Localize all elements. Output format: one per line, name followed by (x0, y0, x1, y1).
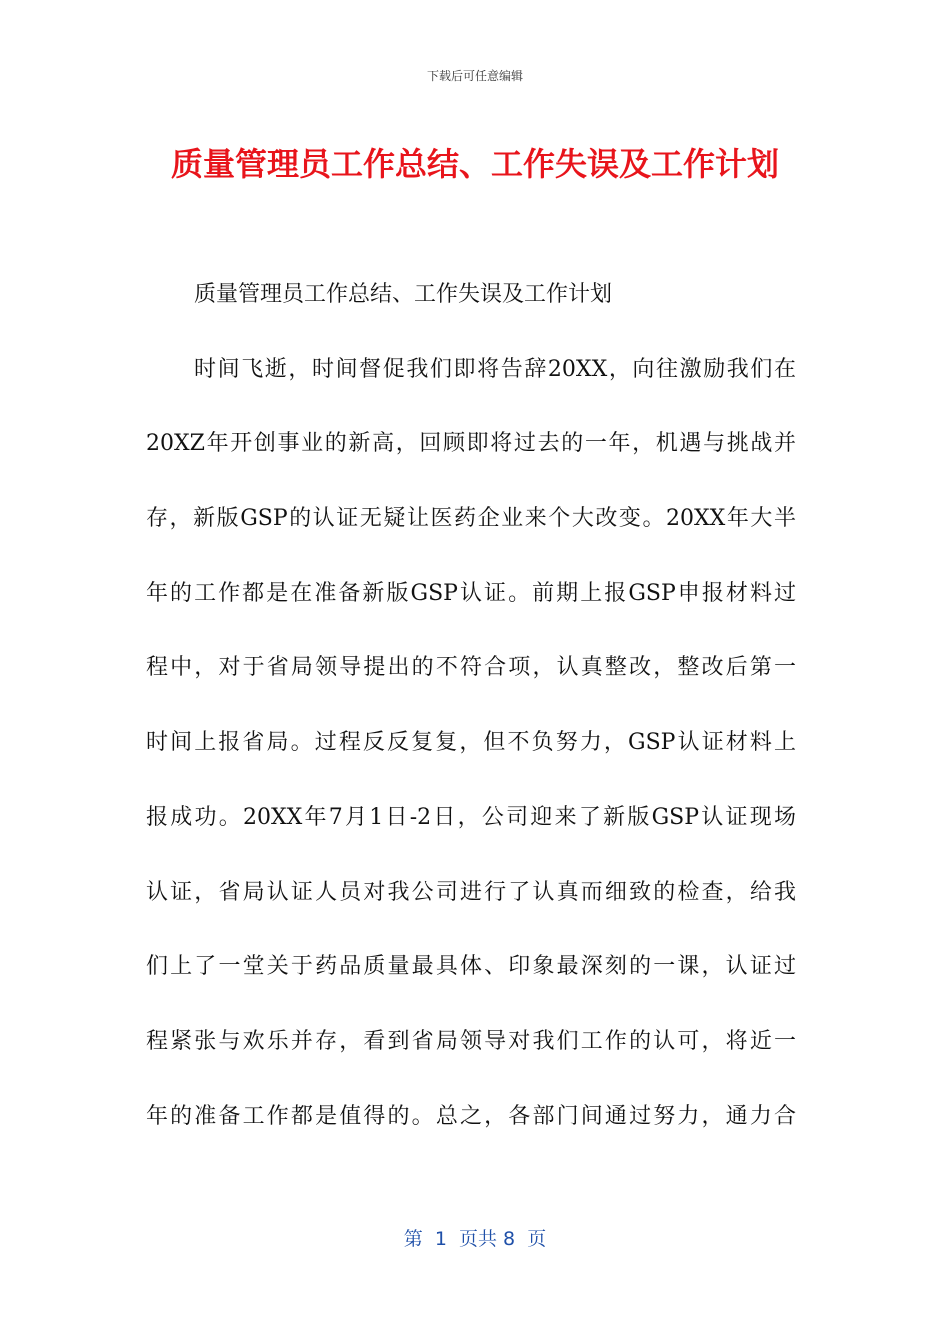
body-line: 存，新版GSP的认证无疑让医药企业来个大改变。20XX年大半 (146, 506, 796, 532)
body-line: 年的准备工作都是值得的。总之，各部门间通过努力，通力合 (146, 1103, 796, 1129)
document-body (146, 258, 796, 1154)
body-line: 年的工作都是在准备新版GSP认证。前期上报GSP申报材料过 (146, 580, 796, 606)
body-line: 时间飞逝，时间督促我们即将告辞20XX，向往激励我们在 (194, 356, 796, 382)
body-line: 报成功。20XX年7月1日-2日，公司迎来了新版GSP认证现场 (146, 804, 796, 830)
body-line: 时间上报省局。过程反反复复，但不负努力，GSP认证材料上 (146, 730, 796, 756)
document-title: 质量管理员工作总结、工作失误及工作计划 (170, 145, 779, 183)
header-note: 下载后可任意编辑 (426, 69, 523, 83)
body-line: 程紧张与欢乐并存，看到省局领导对我们工作的认可，将近一 (146, 1028, 796, 1054)
body-line: 们上了一堂关于药品质量最具体、印象最深刻的一课，认证过 (146, 954, 796, 980)
body-line: 程中，对于省局领导提出的不符合项，认真整改，整改后第一 (146, 655, 796, 681)
page-number-footer: 第 1 页共 8 页 (403, 1228, 547, 1250)
body-line: 认证，省局认证人员对我公司进行了认真而细致的检查，给我 (146, 879, 796, 905)
body-line: 质量管理员工作总结、工作失误及工作计划 (194, 282, 613, 307)
body-line: 20XZ年开创事业的新高，回顾即将过去的一年，机遇与挑战并 (146, 431, 796, 457)
